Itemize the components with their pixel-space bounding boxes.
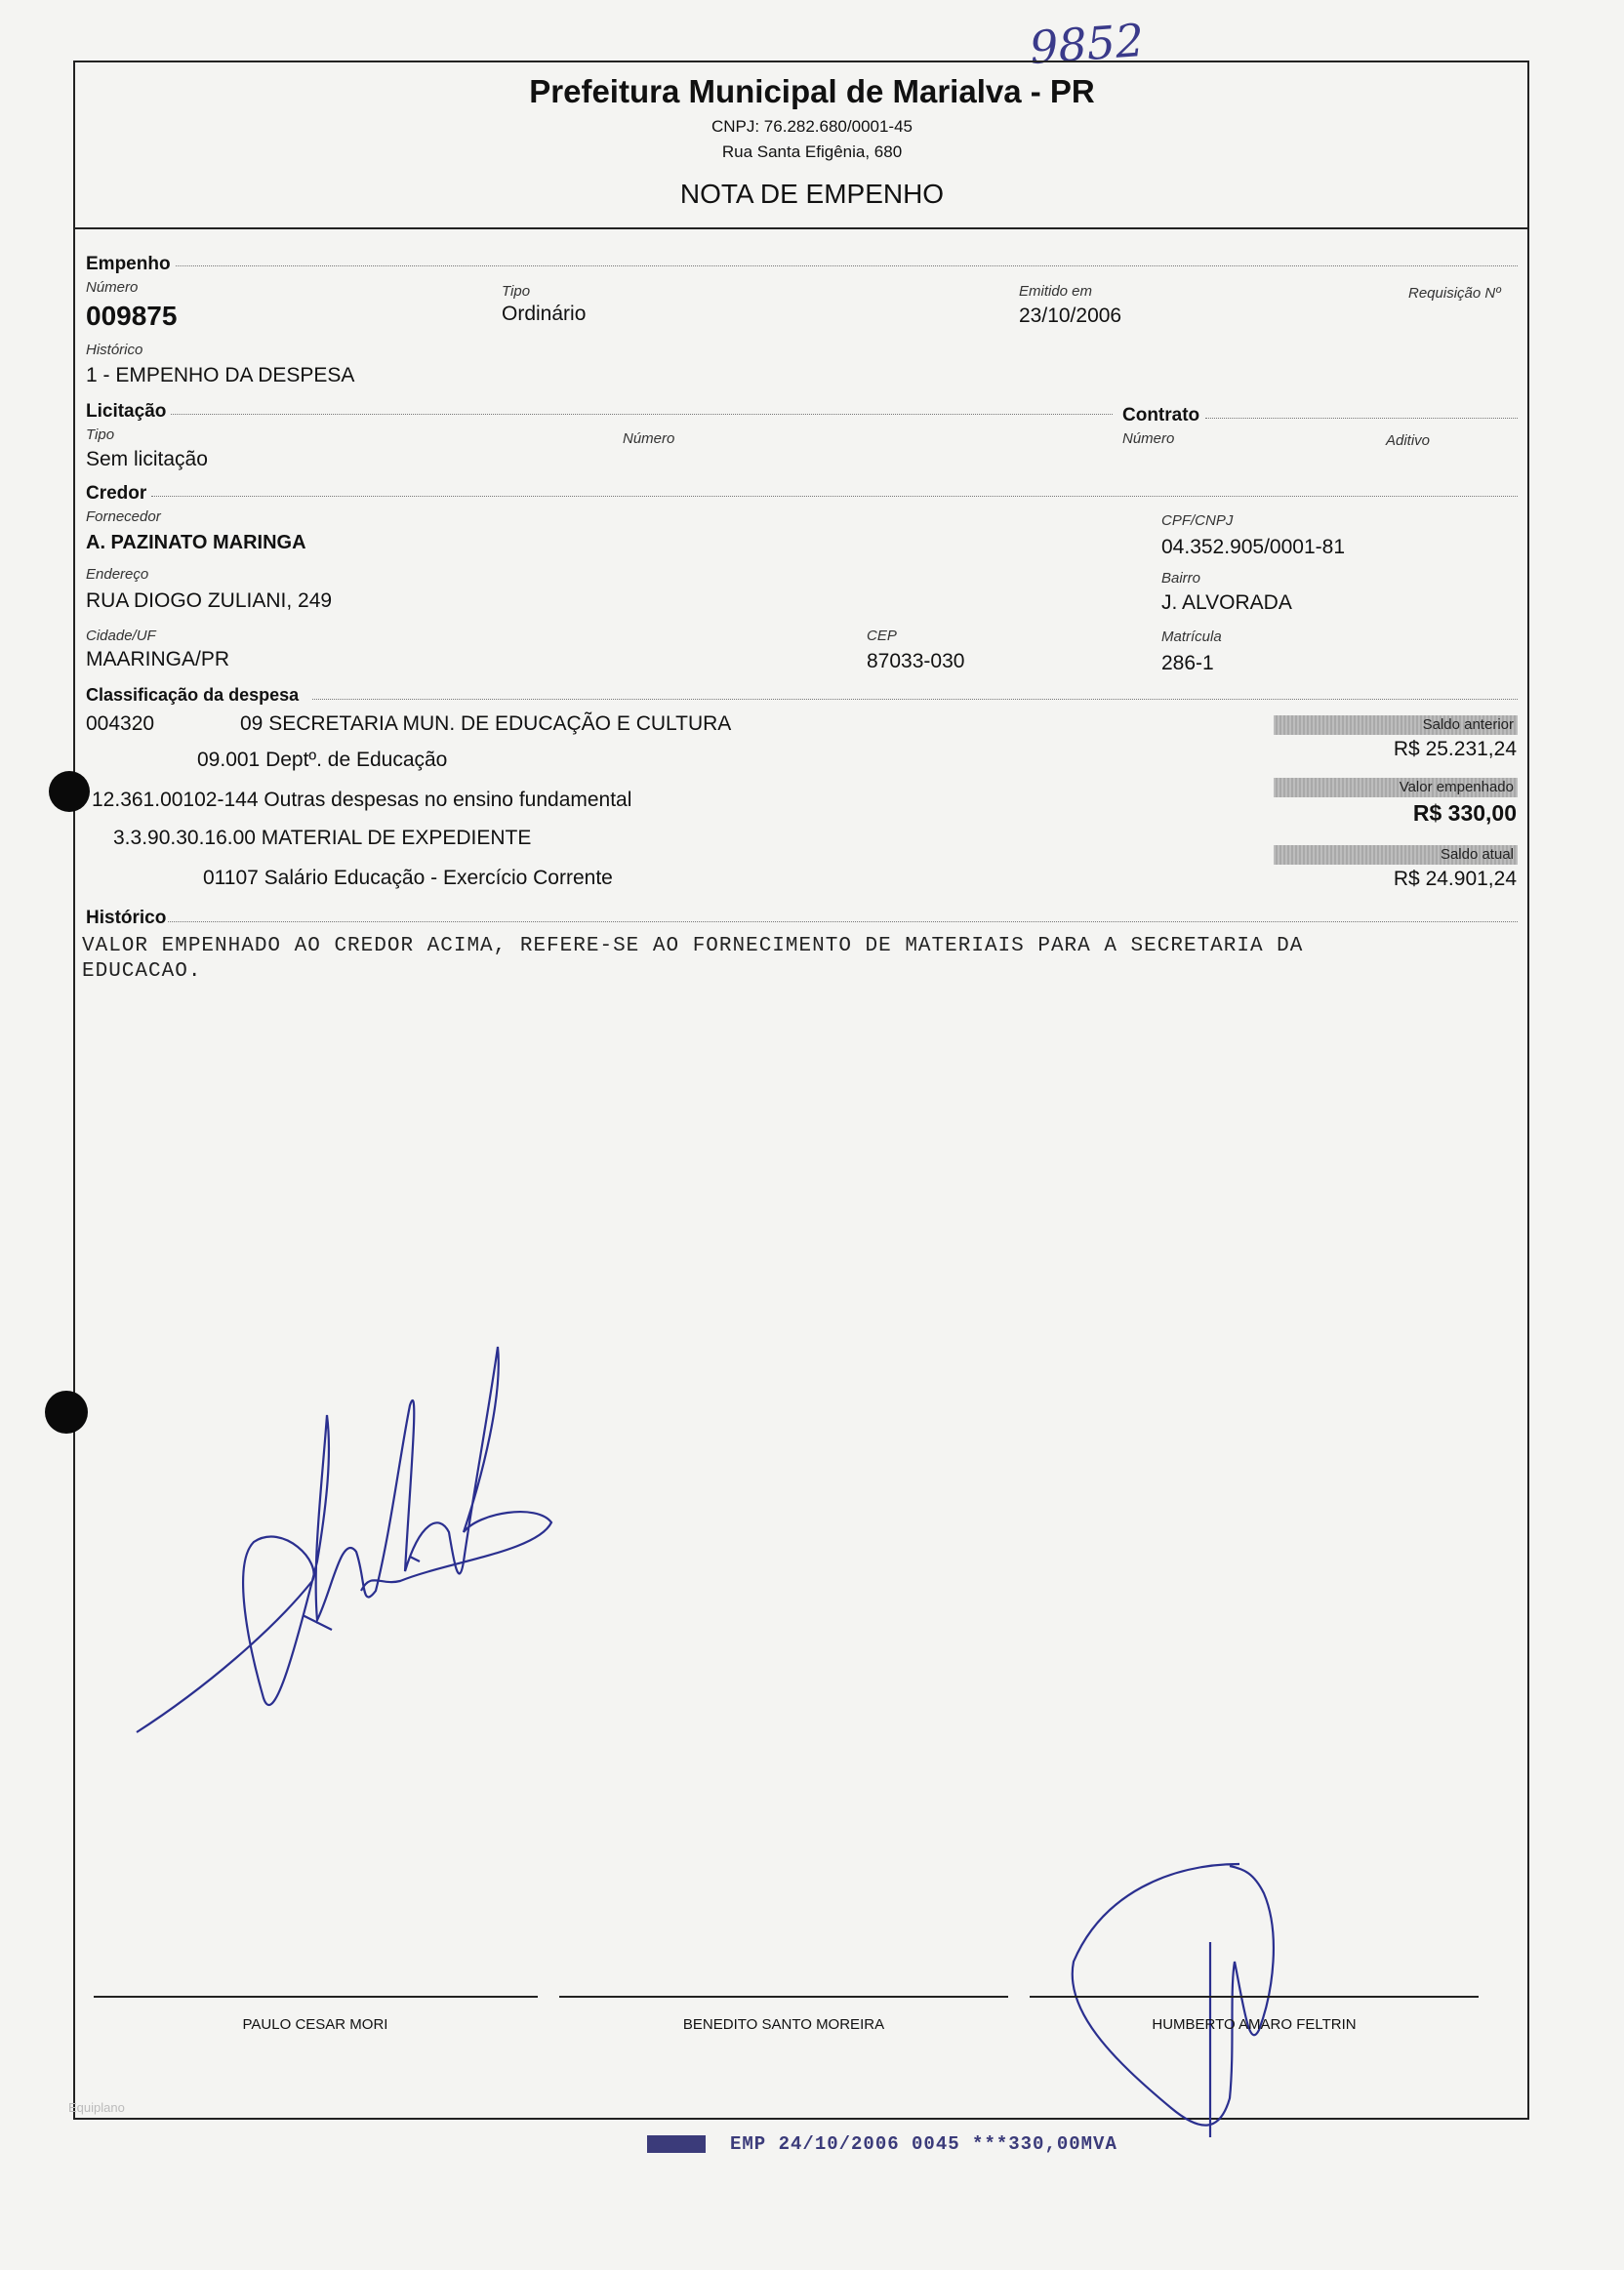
historico-rule (168, 921, 1518, 922)
signatory-3-name: HUMBERTO AMARO FELTRIN (1152, 2016, 1357, 2033)
licitacao-tipo: Sem licitação (86, 448, 208, 470)
empenho-requisicao-label: Requisição Nº (1408, 285, 1501, 302)
licitacao-numero-label: Número (623, 430, 675, 447)
classificacao-line3: 12.361.00102-144 Outras despesas no ensino fundamental (92, 789, 632, 811)
section-contrato: Contrato (1122, 405, 1200, 426)
section-classificacao: Classificação da despesa (86, 685, 300, 705)
contrato-numero-label: Número (1122, 430, 1175, 447)
cidade-value: MAARINGA/PR (86, 648, 230, 670)
software-watermark: Equiplano (68, 2100, 125, 2115)
classificacao-line2: 09.001 Deptº. de Educação (197, 749, 448, 771)
empenho-tipo-label: Tipo (502, 283, 531, 300)
endereco-label: Endereço (86, 566, 149, 583)
licitacao-rule (171, 414, 1113, 415)
saldo-anterior-value: R$ 25.231,24 (1393, 738, 1517, 760)
fornecedor-label: Fornecedor (86, 508, 161, 525)
empenho-rule (176, 265, 1518, 266)
contrato-aditivo-label: Aditivo (1386, 432, 1431, 449)
cpf-label: CPF/CNPJ (1161, 512, 1234, 529)
org-address: Rua Santa Efigênia, 680 (721, 142, 903, 161)
classificacao-rule (312, 699, 1518, 700)
cpf-value: 04.352.905/0001-81 (1161, 536, 1346, 558)
matricula-value: 286-1 (1161, 652, 1214, 674)
credor-rule (151, 496, 1518, 497)
footer-stamp: EMP 24/10/2006 0045 ***330,00MVA (730, 2133, 1117, 2155)
cep-label: CEP (867, 628, 897, 644)
org-name: Prefeitura Municipal de Marialva - PR (529, 73, 1095, 109)
licitacao-tipo-label: Tipo (86, 426, 115, 443)
classificacao-code: 004320 (86, 712, 155, 735)
signatory-2-name: BENEDITO SANTO MOREIRA (682, 2016, 885, 2033)
historico-line1: VALOR EMPENHADO AO CREDOR ACIMA, REFERE-SE AO FORNECIMENTO DE MATERIAIS PARA A SECRETARIA DA (82, 935, 1304, 957)
historico-line2: EDUCACAO. (82, 960, 202, 983)
punch-hole-bottom (45, 1391, 88, 1434)
contrato-rule (1205, 418, 1518, 419)
section-licitacao: Licitação (86, 401, 167, 422)
bairro-value: J. ALVORADA (1161, 591, 1292, 614)
footer-stamp-logo (647, 2135, 706, 2153)
classificacao-line5: 01107 Salário Educação - Exercício Corrente (203, 867, 613, 889)
fornecedor-name: A. PAZINATO MARINGA (86, 532, 306, 553)
signatory-1-name: PAULO CESAR MORI (242, 2016, 388, 2033)
matricula-label: Matrícula (1161, 628, 1222, 645)
header-separator (73, 227, 1529, 229)
saldo-anterior-label: Saldo anterior (1274, 715, 1518, 735)
empenho-numero: 009875 (86, 301, 178, 331)
empenho-historico: 1 - EMPENHO DA DESPESA (86, 364, 355, 386)
empenho-emitido-label: Emitido em (1019, 283, 1093, 300)
saldo-atual-label: Saldo atual (1274, 845, 1518, 865)
org-cnpj: CNPJ: 76.282.680/0001-45 (710, 117, 914, 136)
section-historico: Histórico (86, 908, 167, 928)
valor-empenhado-label: Valor empenhado (1274, 778, 1518, 797)
bairro-label: Bairro (1161, 570, 1201, 587)
saldo-atual-value: R$ 24.901,24 (1393, 868, 1517, 890)
section-credor: Credor (86, 483, 147, 504)
signature-scribble-1 (127, 1337, 556, 1747)
doc-title: NOTA DE EMPENHO (679, 179, 945, 209)
empenho-tipo: Ordinário (502, 303, 587, 325)
empenho-numero-label: Número (86, 279, 139, 296)
classificacao-line1: 09 SECRETARIA MUN. DE EDUCAÇÃO E CULTURA (240, 712, 732, 735)
section-empenho: Empenho (86, 254, 171, 274)
signature-scribble-3 (1064, 1854, 1288, 2147)
endereco-value: RUA DIOGO ZULIANI, 249 (86, 589, 333, 612)
punch-hole-top (49, 771, 90, 812)
signature-line-1 (94, 1996, 538, 1998)
valor-empenhado-value: R$ 330,00 (1412, 800, 1517, 826)
signature-line-2 (559, 1996, 1008, 1998)
classificacao-line4: 3.3.90.30.16.00 MATERIAL DE EXPEDIENTE (113, 827, 532, 849)
cep-value: 87033-030 (867, 650, 965, 672)
empenho-emitido: 23/10/2006 (1019, 304, 1122, 327)
signature-line-3 (1030, 1996, 1479, 1998)
cidade-label: Cidade/UF (86, 628, 156, 644)
empenho-historico-label: Histórico (86, 342, 143, 358)
handwritten-doc-number: 9852 (1028, 13, 1146, 75)
